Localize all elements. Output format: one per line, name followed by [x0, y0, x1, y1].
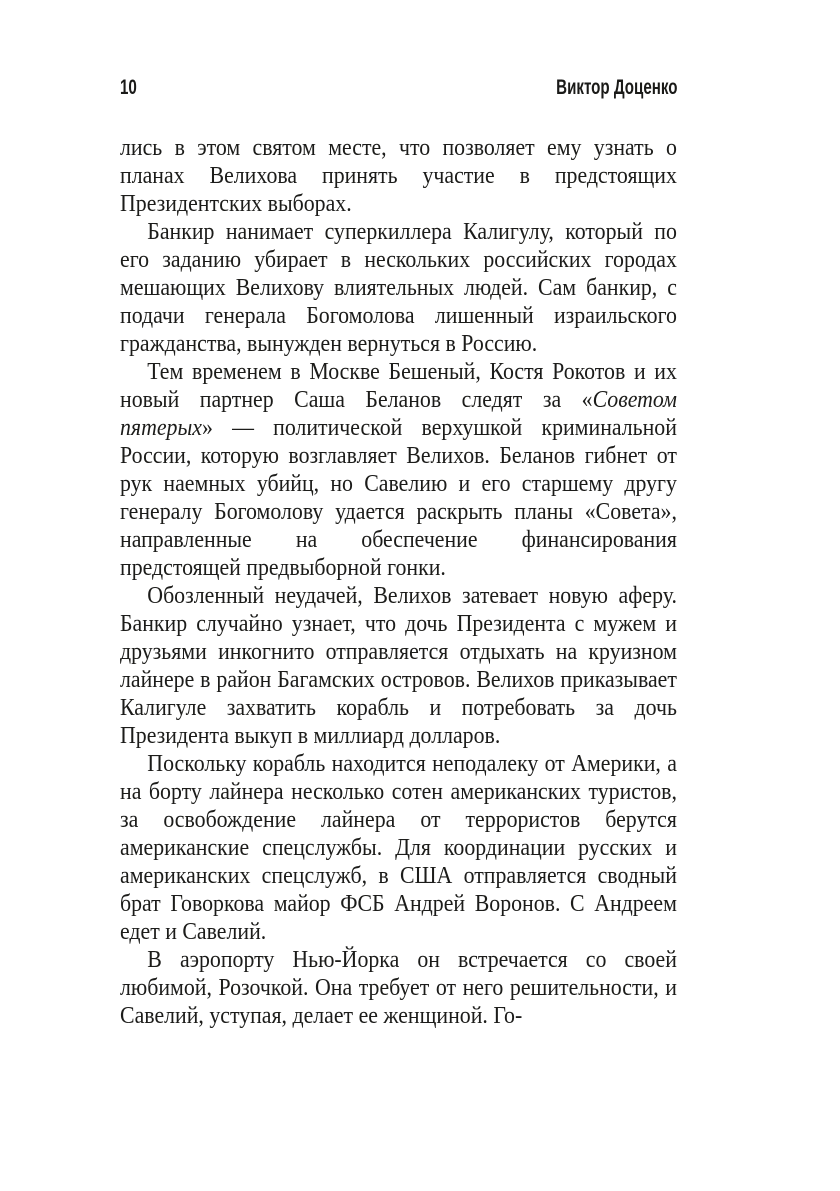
text-segment: » — политической верхушкой криминальной России, которую возглавляет Велихов. Беланов гибнет от рук наемных убийц, но Савелию и его старшему другу генералу Богомолову удается раскрыть планы «Совета», направленные на обеспечение финансирования предстоящей предвыборной гонки. [120, 415, 677, 581]
text-segment: лись в этом святом месте, что позволяет ему узнать о планах Велихова принять участие в предстоящих Президентских выборах. [120, 135, 677, 217]
text-segment: Обозленный неудачей, Велихов затевает новую аферу. Банкир случайно узнает, что дочь Президента с мужем и друзьями инкогнито отправляется отдыхать на круизном лайнере в район Багамских островов. Велихов приказывает Калигуле захватить корабль и потребовать за дочь Президента выкуп в миллиард долларов. [120, 583, 677, 749]
running-title-author: Виктор Доценко [555, 76, 677, 99]
paragraph [120, 582, 677, 750]
page-number: 10 [120, 76, 137, 99]
body-text [120, 134, 677, 1030]
paragraph [120, 946, 677, 1030]
text-segment: Поскольку корабль находится неподалеку от Америки, а на борту лайнера несколько сотен американских туристов, за освобождение лайнера от террористов берутся американские спецслужбы. Для координации русских и американских спецслужб, в США отправляется сводный брат Говоркова майор ФСБ Андрей Воронов. С Андреем едет и Савелий. [120, 751, 677, 945]
paragraph [120, 358, 677, 582]
text-segment: Советом пятерых [120, 387, 677, 441]
text-segment: Банкир нанимает суперкиллера Калигулу, который по его заданию убирает в нескольких российских городах мешающих Велихову влиятельных людей. Сам банкир, с подачи генерала Богомолова лишенный израильского гражданства, вынужден вернуться в Россию. [120, 219, 677, 357]
paragraph [120, 750, 677, 946]
paragraph [120, 134, 677, 218]
text-segment: Тем временем в Москве Бешеный, Костя Рокотов и их новый партнер Саша Беланов следят за « [120, 359, 677, 413]
paragraph [120, 218, 677, 358]
text-segment: В аэропорту Нью-Йорка он встречается со своей любимой, Розочкой. Она требует от него решительности, и Савелий, уступая, делает ее женщиной. Го- [120, 947, 677, 1029]
running-header [120, 75, 677, 101]
